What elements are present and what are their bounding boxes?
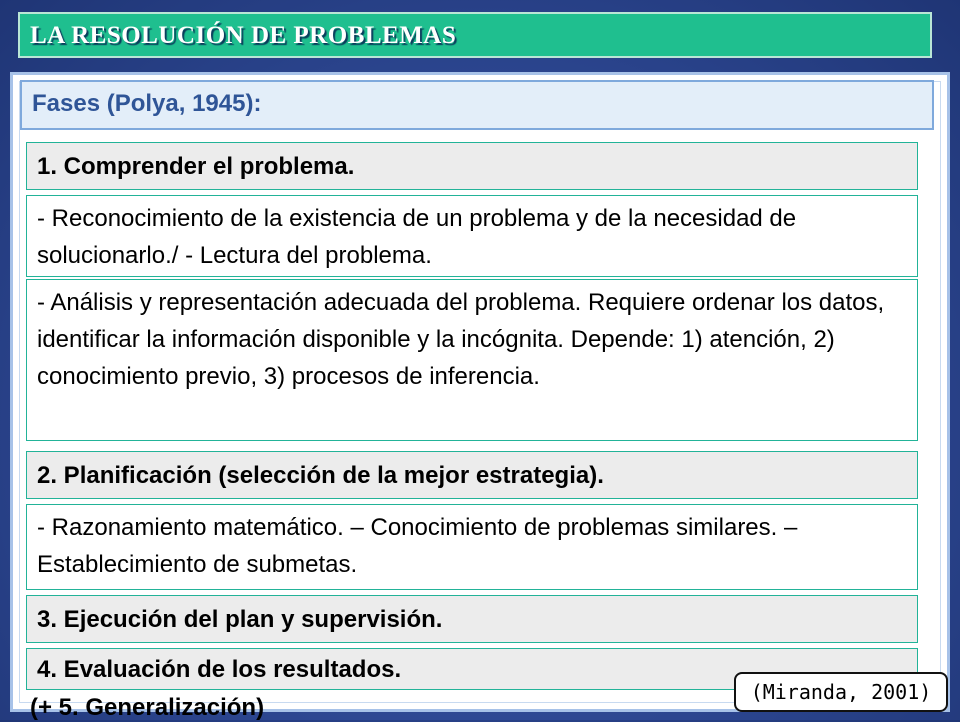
phase-3-heading: 3. Ejecución del plan y supervisión.: [37, 606, 443, 633]
phase-1-detail-box-1: [26, 195, 918, 277]
phase-2-detail: - Razonamiento matemático. – Conocimiento de problemas similares. – Establecimiento de submetas.: [37, 514, 798, 578]
phase-1-detail-2: - Análisis y representación adecuada del problema. Requiere ordenar los datos, identificar la información disponible y la incógnita. Depende: 1) atención, 2) conocimiento previo, 3) procesos de inferencia.: [37, 289, 885, 390]
phases-title: Fases (Polya, 1945):: [32, 90, 262, 117]
phase-3-heading-box: [26, 595, 918, 643]
phase-1-detail-box-2: [26, 279, 918, 441]
phase-1-heading: 1. Comprender el problema.: [37, 153, 355, 180]
phase-4-heading: 4. Evaluación de los resultados.: [37, 656, 402, 683]
phase-2-heading: 2. Planificación (selección de la mejor estrategia).: [37, 462, 604, 489]
generalization-note: (+ 5. Generalización): [30, 694, 265, 721]
phase-1-detail-1: - Reconocimiento de la existencia de un problema y de la necesidad de solucionarlo./ - Lectura del problema.: [37, 205, 797, 269]
phase-1-heading-box: [26, 142, 918, 190]
phases-header: [20, 80, 934, 130]
citation-badge: (Miranda, 2001): [734, 672, 948, 712]
phase-2-heading-box: [26, 451, 918, 499]
phase-2-detail-box: [26, 504, 918, 590]
title-bar: [18, 12, 932, 58]
slide-title: LA RESOLUCIÓN DE PROBLEMAS: [30, 22, 457, 49]
